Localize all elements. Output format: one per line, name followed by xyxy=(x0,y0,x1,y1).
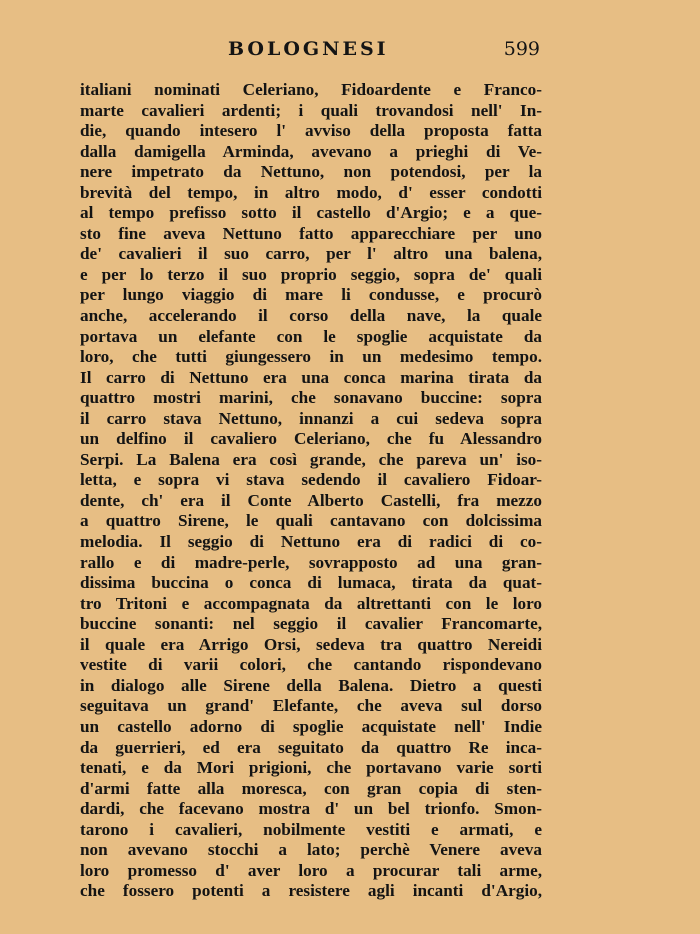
text-line: loro, che tutti giungessero in un medesimo tempo. xyxy=(80,347,542,367)
body-text xyxy=(80,80,542,902)
page-number: 599 xyxy=(503,38,540,60)
text-line: letta, e sopra vi stava sedendo il cavaliero Fidoar- xyxy=(80,470,542,490)
text-line: non avevano stocchi a lato; perchè Venere aveva xyxy=(80,840,542,860)
text-line: melodia. Il seggio di Nettuno era di radici di co- xyxy=(80,532,542,552)
text-line: Il carro di Nettuno era una conca marina tirata da xyxy=(80,367,542,387)
text-line: dissima buccina o conca di lumaca, tirata da quat- xyxy=(80,573,542,593)
text-line: che fossero potenti a resistere agli incanti d'Argio, xyxy=(80,881,542,901)
text-line: nere impetrato da Nettuno, non potendosi, per la xyxy=(80,162,542,182)
text-line: sto fine aveva Nettuno fatto apparecchiare per uno xyxy=(80,223,542,243)
text-line: dalla damigella Arminda, avevano a prieghi di Ve- xyxy=(80,141,542,161)
text-line: italiani nominati Celeriano, Fidoardente e Franco- xyxy=(80,80,542,99)
text-line: in dialogo alle Sirene della Balena. Dietro a questi xyxy=(80,675,542,695)
text-line: da guerrieri, ed era seguitato da quattro Re inca- xyxy=(80,737,542,757)
text-line: Serpi. La Balena era così grande, che pareva un' iso- xyxy=(80,449,542,469)
text-line: marte cavalieri ardenti; i quali trovandosi nell' In- xyxy=(80,100,542,120)
text-line: e per lo terzo il suo proprio seggio, sopra de' quali xyxy=(80,264,542,284)
text-line: tenati, e da Mori prigioni, che portavano varie sorti xyxy=(80,758,542,778)
text-line: a quattro Sirene, le quali cantavano con dolcissima xyxy=(80,511,542,531)
running-title: BOLOGNESI xyxy=(228,38,389,60)
text-line: brevità del tempo, in altro modo, d' esser condotti xyxy=(80,182,542,202)
running-head xyxy=(80,36,540,66)
text-line: rallo e di madre-perle, sovrapposto ad una gran- xyxy=(80,552,542,572)
text-line: un delfino il cavaliero Celeriano, che fu Alessandro xyxy=(80,429,542,449)
text-line: dente, ch' era il Conte Alberto Castelli, fra mezzo xyxy=(80,490,542,510)
text-line: tarono i cavalieri, nobilmente vestiti e armati, e xyxy=(80,819,542,839)
text-line: un castello adorno di spoglie acquistate nell' Indie xyxy=(80,716,542,736)
text-line: il quale era Arrigo Orsi, sedeva tra quattro Nereidi xyxy=(80,634,542,654)
text-line: seguitava un grand' Elefante, che aveva sul dorso xyxy=(80,696,542,716)
text-line: buccine sonanti: nel seggio il cavalier Francomarte, xyxy=(80,614,542,634)
text-line: d'armi fatte alla moresca, con gran copia di sten- xyxy=(80,778,542,798)
text-line: al tempo prefisso sotto il castello d'Argio; e a que- xyxy=(80,203,542,223)
text-line: per lungo viaggio di mare li condusse, e procurò xyxy=(80,285,542,305)
text-line: dardi, che facevano mostra d' un bel trionfo. Smon- xyxy=(80,799,542,819)
text-line: loro promesso d' aver loro a procurar tali arme, xyxy=(80,860,542,880)
text-line: portava un elefante con le spoglie acquistate da xyxy=(80,326,542,346)
text-line: de' cavalieri il suo carro, per l' altro una balena, xyxy=(80,244,542,264)
text-line: quattro mostri marini, che sonavano buccine: sopra xyxy=(80,388,542,408)
text-line: vestite di varii colori, che cantando rispondevano xyxy=(80,655,542,675)
text-line: die, quando intesero l' avviso della proposta fatta xyxy=(80,121,542,141)
text-line: anche, accelerando il corso della nave, la quale xyxy=(80,306,542,326)
text-line: il carro stava Nettuno, innanzi a cui sedeva sopra xyxy=(80,408,542,428)
text-line: tro Tritoni e accompagnata da altrettanti con le loro xyxy=(80,593,542,613)
